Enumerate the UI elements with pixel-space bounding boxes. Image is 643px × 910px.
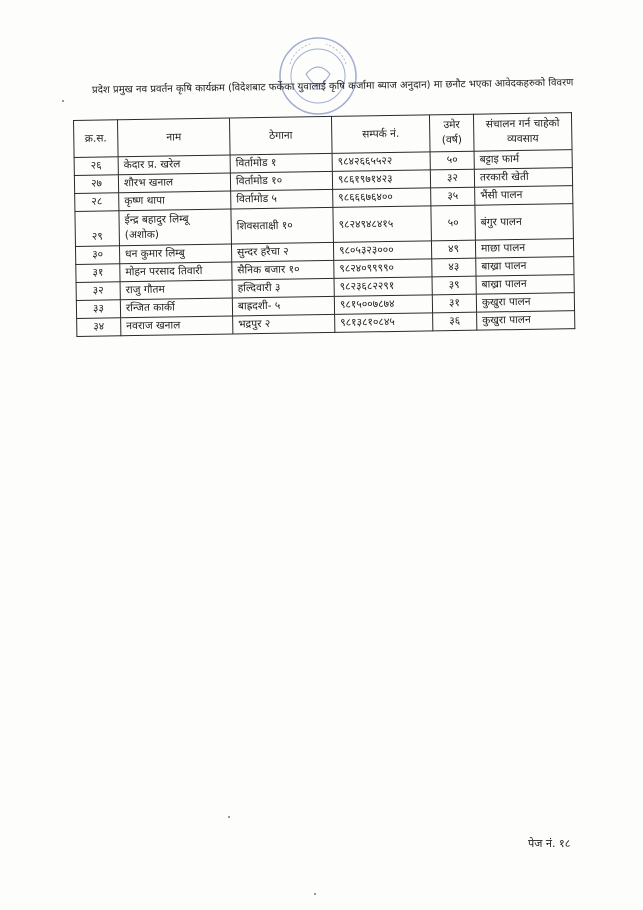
cell-age: ३५ — [431, 187, 475, 206]
scan-speck — [314, 893, 316, 895]
cell-address: विर्तामोड १ — [230, 153, 332, 173]
cell-contact: ९८६६६७६४०० — [333, 188, 431, 208]
cell-name: मोहन परसाद तिवारी — [120, 262, 232, 282]
cell-business: तरकारी खेती — [474, 168, 572, 188]
applicants-table-wrapper — [73, 112, 575, 337]
cell-name: धन कुमार लिम्बु — [119, 244, 231, 264]
cell-name: शौरभ खनाल — [118, 173, 230, 193]
cell-address: शिवसताक्षी १० — [231, 207, 334, 244]
cell-business: बाख्रा पालन — [476, 257, 574, 277]
cell-contact: ९८२४९४८४१५ — [333, 206, 432, 243]
header-address: ठेगाना — [229, 116, 332, 155]
cell-business: कुखुरा पालन — [477, 311, 575, 331]
cell-serial: २९ — [75, 211, 120, 247]
cell-name: ईन्द्र बहादुर लिम्बू (अशोक) — [119, 209, 232, 246]
cell-address: विर्तामोड १० — [230, 171, 332, 191]
cell-name: राजु गौतम — [120, 280, 232, 300]
cell-age: ३९ — [432, 276, 476, 295]
cell-name: केदार प्र. खरेल — [118, 155, 230, 175]
header-age: उमेर (वर्ष) — [429, 114, 474, 152]
cell-serial: ३१ — [76, 264, 120, 283]
cell-serial: ३३ — [76, 300, 120, 319]
page-number: पेज नं. १८ — [528, 837, 571, 850]
cell-business: बाख्रा पालन — [476, 275, 574, 295]
cell-business: कुखुरा पालन — [476, 293, 574, 313]
cell-age: ३६ — [433, 312, 477, 331]
cell-serial: २७ — [74, 175, 118, 194]
official-seal-stamp — [276, 34, 360, 118]
cell-contact: ९८०५३२३००० — [333, 241, 431, 261]
document-title: प्रदेश प्रमुख नव प्रवर्तन कृषि कार्यक्रम (विदेशबाट फर्केका युवालाई कृषि कर्जामा ब्याज अनुदान) मा छनौट भएका आवेदकहरुको विवरण — [91, 77, 574, 96]
cell-address: सुन्दर हरैचा २ — [231, 242, 333, 262]
cell-serial: ३४ — [77, 318, 121, 337]
cell-age: ३१ — [432, 294, 476, 313]
cell-serial: ३२ — [76, 282, 120, 301]
cell-name: नवराज खनाल — [121, 316, 233, 336]
cell-business: भैंसी पालन — [475, 186, 573, 206]
cell-name: रन्जित कार्की — [120, 298, 232, 318]
cell-contact: ९८१३८१०८४५ — [335, 313, 433, 333]
scan-speck — [62, 100, 64, 102]
header-serial: क्र.स. — [74, 120, 119, 158]
cell-address: भद्रपुर २ — [233, 314, 335, 334]
cell-business: बंगुर पालन — [475, 204, 574, 241]
cell-business: बट्टाइ फार्म — [474, 150, 572, 170]
header-contact: सम्पर्क नं. — [331, 115, 430, 154]
cell-address: हल्दिवारी ३ — [232, 278, 334, 298]
cell-age: ५० — [431, 205, 476, 241]
applicants-table — [73, 112, 575, 337]
cell-business: माछा पालन — [475, 239, 573, 259]
cell-age: ४९ — [431, 240, 475, 259]
cell-contact: ९८४२६६५५२२ — [332, 152, 430, 172]
cell-age: ५० — [430, 151, 474, 170]
cell-age: ३२ — [430, 169, 474, 188]
cell-serial: २६ — [74, 157, 118, 176]
cell-address: सैनिक बजार १० — [232, 260, 334, 280]
cell-contact: ९८२४०९९९९० — [334, 259, 432, 279]
cell-serial: २८ — [75, 193, 119, 212]
cell-age: ४३ — [432, 258, 476, 277]
cell-contact: ९८६१९७१४२३ — [332, 170, 430, 190]
cell-contact: ९८२३६८२२९१ — [334, 277, 432, 297]
cell-address: विर्तामोड ५ — [231, 189, 333, 209]
header-business: संचालन गर्न चाहेको व्यवसाय — [473, 113, 572, 152]
header-name: नाम — [118, 118, 231, 157]
cell-serial: ३० — [75, 246, 119, 265]
cell-name: कृष्ण थापा — [119, 191, 231, 211]
cell-contact: ९८१५००७८७४ — [334, 295, 432, 315]
scan-speck — [228, 816, 230, 818]
cell-address: बाह्रदशी- ५ — [232, 296, 334, 316]
